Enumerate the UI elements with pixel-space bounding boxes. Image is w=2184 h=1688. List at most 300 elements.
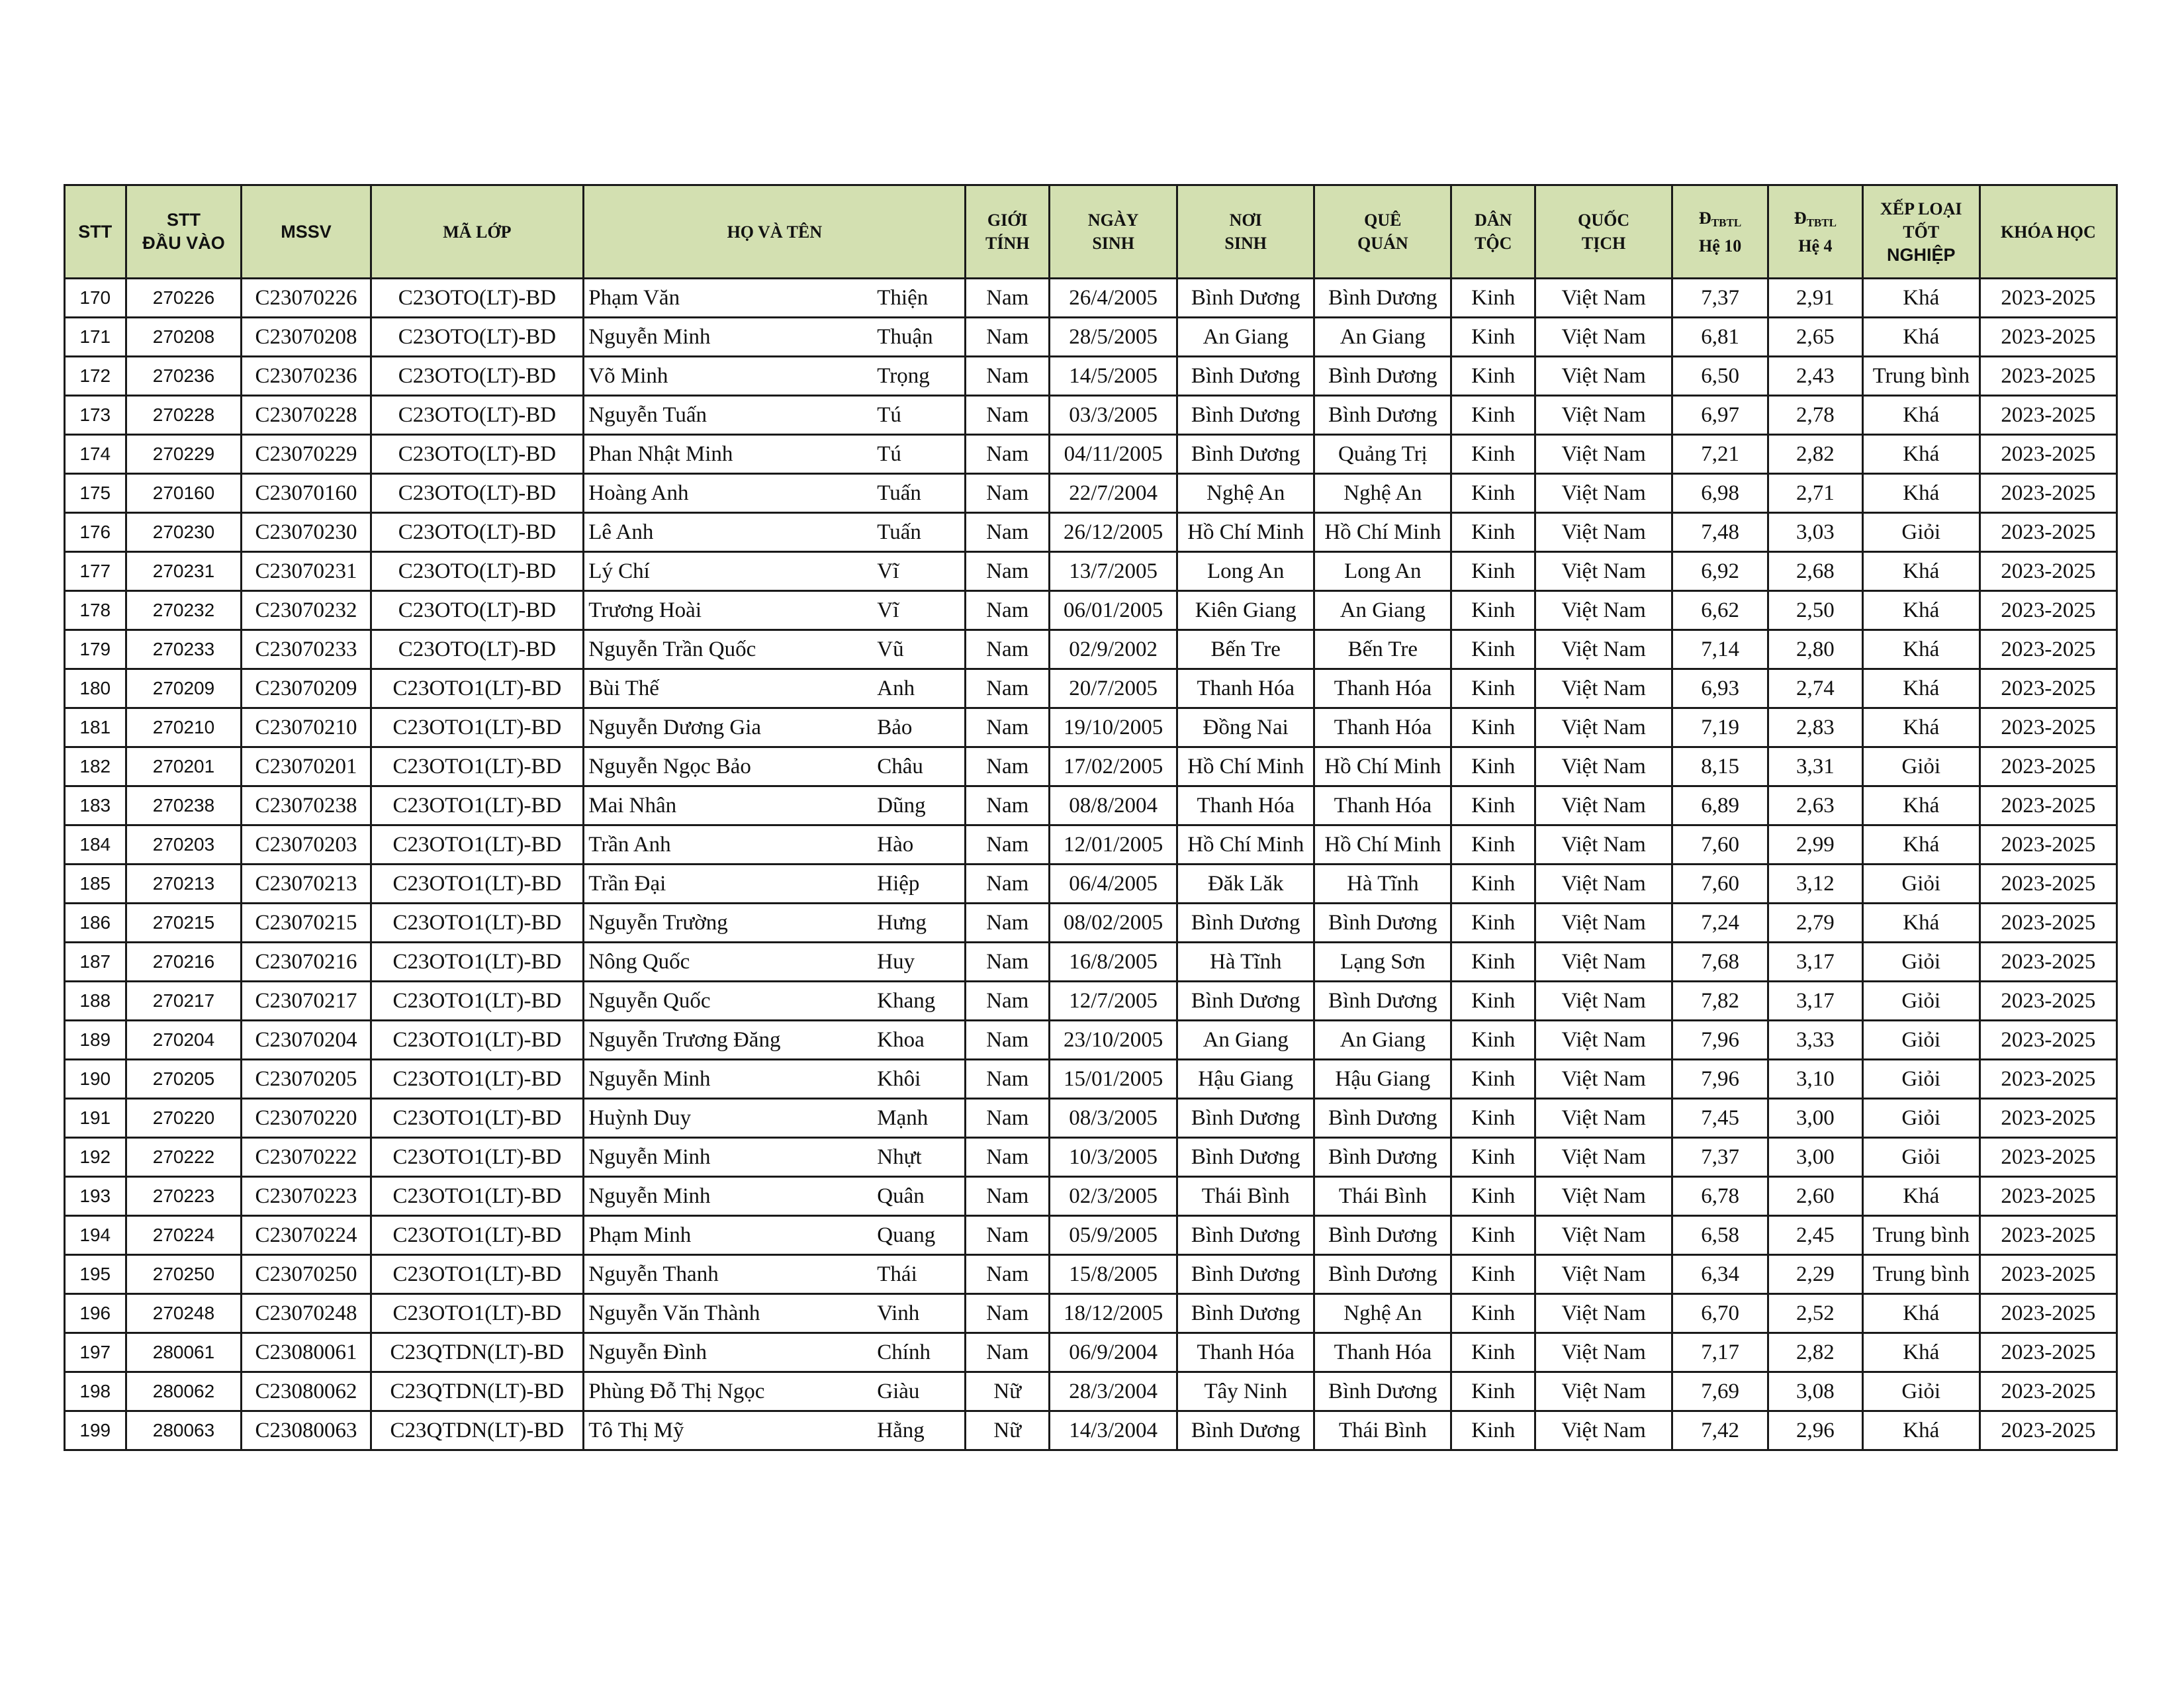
cell-stt: 182 bbox=[65, 747, 126, 786]
cell-que-quan: Nghệ An bbox=[1314, 1294, 1451, 1333]
cell-noi-sinh: Bình Dương bbox=[1177, 1138, 1314, 1177]
cell-stt-dau-vao: 270216 bbox=[126, 943, 242, 982]
cell-dtbtl-he4: 3,17 bbox=[1768, 943, 1863, 982]
cell-stt: 176 bbox=[65, 513, 126, 552]
cell-ngay-sinh: 18/12/2005 bbox=[1050, 1294, 1177, 1333]
header-khoa-hoc: KHÓA HỌC bbox=[1979, 185, 2116, 279]
cell-ho-va-ten bbox=[584, 747, 966, 786]
ten: Bảo bbox=[877, 715, 913, 739]
cell-ngay-sinh: 08/8/2004 bbox=[1050, 786, 1177, 825]
cell-ho-va-ten bbox=[584, 396, 966, 435]
table-row bbox=[65, 1099, 2117, 1138]
cell-ho-va-ten bbox=[584, 1255, 966, 1294]
cell-stt-dau-vao: 270217 bbox=[126, 982, 242, 1021]
cell-stt-dau-vao: 270220 bbox=[126, 1099, 242, 1138]
cell-dtbtl-he4: 2,80 bbox=[1768, 630, 1863, 669]
ten: Tuấn bbox=[877, 481, 921, 505]
cell-stt: 196 bbox=[65, 1294, 126, 1333]
cell-xep-loai: Khá bbox=[1862, 1177, 1979, 1216]
cell-quoc-tich: Việt Nam bbox=[1535, 435, 1672, 474]
ho-dem: Nông Quốc bbox=[588, 949, 690, 974]
ten: Dũng bbox=[877, 793, 926, 818]
cell-noi-sinh: Bình Dương bbox=[1177, 435, 1314, 474]
cell-ho-va-ten bbox=[584, 943, 966, 982]
table-row bbox=[65, 591, 2117, 630]
cell-ma-lop: C23OTO1(LT)-BD bbox=[371, 747, 584, 786]
cell-khoa-hoc: 2023-2025 bbox=[1979, 786, 2116, 825]
cell-ho-va-ten bbox=[584, 630, 966, 669]
cell-xep-loai: Trung bình bbox=[1862, 1216, 1979, 1255]
header-mssv: MSSV bbox=[242, 185, 371, 279]
cell-dtbtl-he10: 8,15 bbox=[1672, 747, 1768, 786]
ten: Tuấn bbox=[877, 520, 921, 544]
cell-ngay-sinh: 12/7/2005 bbox=[1050, 982, 1177, 1021]
cell-ho-va-ten bbox=[584, 279, 966, 318]
cell-quoc-tich: Việt Nam bbox=[1535, 1021, 1672, 1060]
cell-dan-toc: Kinh bbox=[1451, 279, 1535, 318]
cell-que-quan: Bến Tre bbox=[1314, 630, 1451, 669]
cell-ho-va-ten bbox=[584, 1099, 966, 1138]
cell-dtbtl-he10: 7,42 bbox=[1672, 1411, 1768, 1450]
cell-ngay-sinh: 14/3/2004 bbox=[1050, 1411, 1177, 1450]
cell-khoa-hoc: 2023-2025 bbox=[1979, 1411, 2116, 1450]
cell-que-quan: Long An bbox=[1314, 552, 1451, 591]
cell-stt: 198 bbox=[65, 1372, 126, 1411]
cell-xep-loai: Khá bbox=[1862, 318, 1979, 357]
ho-dem: Nguyễn Văn Thành bbox=[588, 1301, 760, 1325]
ho-dem: Nguyễn Minh bbox=[588, 1184, 711, 1208]
cell-gioi-tinh: Nam bbox=[966, 513, 1050, 552]
ten: Vinh bbox=[877, 1301, 920, 1325]
cell-noi-sinh: Hồ Chí Minh bbox=[1177, 747, 1314, 786]
table-row bbox=[65, 552, 2117, 591]
table-row bbox=[65, 786, 2117, 825]
cell-gioi-tinh: Nam bbox=[966, 708, 1050, 747]
cell-stt: 172 bbox=[65, 357, 126, 396]
cell-noi-sinh: An Giang bbox=[1177, 318, 1314, 357]
cell-gioi-tinh: Nam bbox=[966, 630, 1050, 669]
cell-stt: 175 bbox=[65, 474, 126, 513]
cell-ngay-sinh: 02/3/2005 bbox=[1050, 1177, 1177, 1216]
header-stt-dau-vao: STT ĐẦU VÀO bbox=[126, 185, 242, 279]
cell-mssv: C23070224 bbox=[242, 1216, 371, 1255]
cell-ho-va-ten bbox=[584, 825, 966, 865]
cell-stt: 192 bbox=[65, 1138, 126, 1177]
cell-dtbtl-he4: 2,99 bbox=[1768, 825, 1863, 865]
ten: Hằng bbox=[877, 1418, 925, 1442]
cell-stt-dau-vao: 270223 bbox=[126, 1177, 242, 1216]
cell-stt: 186 bbox=[65, 904, 126, 943]
cell-quoc-tich: Việt Nam bbox=[1535, 1177, 1672, 1216]
ho-dem: Nguyễn Trường bbox=[588, 910, 728, 935]
table-row bbox=[65, 708, 2117, 747]
cell-stt: 195 bbox=[65, 1255, 126, 1294]
cell-noi-sinh: Thanh Hóa bbox=[1177, 786, 1314, 825]
cell-dtbtl-he4: 2,63 bbox=[1768, 786, 1863, 825]
cell-mssv: C23070215 bbox=[242, 904, 371, 943]
cell-stt: 187 bbox=[65, 943, 126, 982]
cell-quoc-tich: Việt Nam bbox=[1535, 1333, 1672, 1372]
cell-gioi-tinh: Nam bbox=[966, 279, 1050, 318]
cell-mssv: C23070222 bbox=[242, 1138, 371, 1177]
cell-ma-lop: C23OTO1(LT)-BD bbox=[371, 1216, 584, 1255]
cell-dan-toc: Kinh bbox=[1451, 513, 1535, 552]
cell-quoc-tich: Việt Nam bbox=[1535, 591, 1672, 630]
cell-stt: 171 bbox=[65, 318, 126, 357]
cell-xep-loai: Giỏi bbox=[1862, 513, 1979, 552]
cell-stt-dau-vao: 270160 bbox=[126, 474, 242, 513]
cell-khoa-hoc: 2023-2025 bbox=[1979, 396, 2116, 435]
cell-quoc-tich: Việt Nam bbox=[1535, 357, 1672, 396]
cell-noi-sinh: Hậu Giang bbox=[1177, 1060, 1314, 1099]
cell-xep-loai: Khá bbox=[1862, 591, 1979, 630]
cell-stt: 185 bbox=[65, 865, 126, 904]
cell-mssv: C23070208 bbox=[242, 318, 371, 357]
ten: Mạnh bbox=[877, 1105, 929, 1130]
cell-gioi-tinh: Nam bbox=[966, 747, 1050, 786]
cell-ho-va-ten bbox=[584, 435, 966, 474]
cell-khoa-hoc: 2023-2025 bbox=[1979, 825, 2116, 865]
cell-xep-loai: Giỏi bbox=[1862, 747, 1979, 786]
cell-quoc-tich: Việt Nam bbox=[1535, 669, 1672, 708]
cell-ma-lop: C23OTO1(LT)-BD bbox=[371, 1177, 584, 1216]
cell-ngay-sinh: 13/7/2005 bbox=[1050, 552, 1177, 591]
cell-ngay-sinh: 08/3/2005 bbox=[1050, 1099, 1177, 1138]
cell-dan-toc: Kinh bbox=[1451, 786, 1535, 825]
cell-gioi-tinh: Nam bbox=[966, 552, 1050, 591]
cell-khoa-hoc: 2023-2025 bbox=[1979, 591, 2116, 630]
cell-noi-sinh: Bến Tre bbox=[1177, 630, 1314, 669]
cell-xep-loai: Khá bbox=[1862, 669, 1979, 708]
cell-stt-dau-vao: 270233 bbox=[126, 630, 242, 669]
cell-mssv: C23070236 bbox=[242, 357, 371, 396]
cell-que-quan: Bình Dương bbox=[1314, 1099, 1451, 1138]
cell-stt: 174 bbox=[65, 435, 126, 474]
cell-stt-dau-vao: 270228 bbox=[126, 396, 242, 435]
table-row bbox=[65, 1372, 2117, 1411]
cell-quoc-tich: Việt Nam bbox=[1535, 630, 1672, 669]
cell-ho-va-ten bbox=[584, 865, 966, 904]
cell-xep-loai: Khá bbox=[1862, 552, 1979, 591]
cell-xep-loai: Giỏi bbox=[1862, 1021, 1979, 1060]
cell-mssv: C23070229 bbox=[242, 435, 371, 474]
cell-xep-loai: Khá bbox=[1862, 630, 1979, 669]
table-row bbox=[65, 396, 2117, 435]
cell-xep-loai: Giỏi bbox=[1862, 943, 1979, 982]
cell-khoa-hoc: 2023-2025 bbox=[1979, 435, 2116, 474]
cell-gioi-tinh: Nam bbox=[966, 1255, 1050, 1294]
ho-dem: Tô Thị Mỹ bbox=[588, 1418, 684, 1442]
cell-noi-sinh: Bình Dương bbox=[1177, 1411, 1314, 1450]
cell-dtbtl-he4: 2,74 bbox=[1768, 669, 1863, 708]
cell-ho-va-ten bbox=[584, 904, 966, 943]
cell-stt-dau-vao: 280061 bbox=[126, 1333, 242, 1372]
cell-noi-sinh: Hồ Chí Minh bbox=[1177, 825, 1314, 865]
table-header bbox=[65, 185, 2117, 279]
cell-quoc-tich: Việt Nam bbox=[1535, 474, 1672, 513]
cell-dtbtl-he4: 2,52 bbox=[1768, 1294, 1863, 1333]
cell-khoa-hoc: 2023-2025 bbox=[1979, 1060, 2116, 1099]
table-row bbox=[65, 1411, 2117, 1450]
cell-ma-lop: C23QTDN(LT)-BD bbox=[371, 1411, 584, 1450]
cell-dtbtl-he10: 7,37 bbox=[1672, 1138, 1768, 1177]
cell-ngay-sinh: 03/3/2005 bbox=[1050, 396, 1177, 435]
cell-ho-va-ten bbox=[584, 786, 966, 825]
cell-dtbtl-he10: 7,60 bbox=[1672, 825, 1768, 865]
cell-dtbtl-he4: 2,45 bbox=[1768, 1216, 1863, 1255]
ho-dem: Trần Đại bbox=[588, 871, 666, 896]
cell-khoa-hoc: 2023-2025 bbox=[1979, 357, 2116, 396]
cell-ngay-sinh: 04/11/2005 bbox=[1050, 435, 1177, 474]
cell-que-quan: Lạng Sơn bbox=[1314, 943, 1451, 982]
cell-dtbtl-he10: 6,92 bbox=[1672, 552, 1768, 591]
cell-dtbtl-he10: 6,62 bbox=[1672, 591, 1768, 630]
cell-stt: 193 bbox=[65, 1177, 126, 1216]
cell-dan-toc: Kinh bbox=[1451, 1177, 1535, 1216]
cell-ngay-sinh: 23/10/2005 bbox=[1050, 1021, 1177, 1060]
cell-mssv: C23070201 bbox=[242, 747, 371, 786]
ten: Anh bbox=[877, 676, 915, 700]
cell-ho-va-ten bbox=[584, 982, 966, 1021]
cell-stt-dau-vao: 280063 bbox=[126, 1411, 242, 1450]
cell-ho-va-ten bbox=[584, 1333, 966, 1372]
cell-noi-sinh: Bình Dương bbox=[1177, 279, 1314, 318]
cell-noi-sinh: Long An bbox=[1177, 552, 1314, 591]
cell-noi-sinh: Đồng Nai bbox=[1177, 708, 1314, 747]
cell-ho-va-ten bbox=[584, 318, 966, 357]
cell-dan-toc: Kinh bbox=[1451, 708, 1535, 747]
cell-que-quan: Hồ Chí Minh bbox=[1314, 825, 1451, 865]
cell-mssv: C23080061 bbox=[242, 1333, 371, 1372]
cell-gioi-tinh: Nam bbox=[966, 318, 1050, 357]
table-row bbox=[65, 982, 2117, 1021]
header-ngay-sinh: NGÀY SINH bbox=[1050, 185, 1177, 279]
cell-ma-lop: C23OTO(LT)-BD bbox=[371, 630, 584, 669]
ho-dem: Hoàng Anh bbox=[588, 481, 689, 505]
ten: Hưng bbox=[877, 910, 927, 935]
cell-quoc-tich: Việt Nam bbox=[1535, 786, 1672, 825]
cell-dtbtl-he4: 3,03 bbox=[1768, 513, 1863, 552]
cell-ho-va-ten bbox=[584, 1294, 966, 1333]
cell-xep-loai: Khá bbox=[1862, 1294, 1979, 1333]
cell-dtbtl-he10: 7,37 bbox=[1672, 279, 1768, 318]
cell-khoa-hoc: 2023-2025 bbox=[1979, 904, 2116, 943]
cell-ngay-sinh: 26/12/2005 bbox=[1050, 513, 1177, 552]
cell-noi-sinh: Bình Dương bbox=[1177, 1294, 1314, 1333]
cell-ngay-sinh: 06/9/2004 bbox=[1050, 1333, 1177, 1372]
cell-khoa-hoc: 2023-2025 bbox=[1979, 943, 2116, 982]
cell-ma-lop: C23OTO1(LT)-BD bbox=[371, 669, 584, 708]
cell-dan-toc: Kinh bbox=[1451, 1372, 1535, 1411]
ho-dem: Huỳnh Duy bbox=[588, 1105, 692, 1130]
cell-xep-loai: Giỏi bbox=[1862, 1372, 1979, 1411]
ho-dem: Võ Minh bbox=[588, 363, 668, 388]
table-row bbox=[65, 1021, 2117, 1060]
cell-ngay-sinh: 15/01/2005 bbox=[1050, 1060, 1177, 1099]
cell-dtbtl-he4: 3,17 bbox=[1768, 982, 1863, 1021]
cell-stt: 188 bbox=[65, 982, 126, 1021]
ho-dem: Trương Hoài bbox=[588, 598, 702, 622]
cell-ho-va-ten bbox=[584, 708, 966, 747]
ten: Tú bbox=[877, 442, 901, 466]
cell-xep-loai: Trung bình bbox=[1862, 357, 1979, 396]
cell-dtbtl-he4: 2,91 bbox=[1768, 279, 1863, 318]
cell-mssv: C23070220 bbox=[242, 1099, 371, 1138]
cell-xep-loai: Trung bình bbox=[1862, 1255, 1979, 1294]
cell-dtbtl-he10: 7,45 bbox=[1672, 1099, 1768, 1138]
header-dtbtl-he4: $Đ_{TBTL}$ Hệ 4 bbox=[1768, 185, 1863, 279]
ten: Vũ bbox=[877, 637, 904, 661]
cell-gioi-tinh: Nam bbox=[966, 786, 1050, 825]
cell-quoc-tich: Việt Nam bbox=[1535, 943, 1672, 982]
cell-stt-dau-vao: 270238 bbox=[126, 786, 242, 825]
cell-dtbtl-he10: 7,96 bbox=[1672, 1060, 1768, 1099]
cell-mssv: C23070233 bbox=[242, 630, 371, 669]
cell-noi-sinh: Thái Bình bbox=[1177, 1177, 1314, 1216]
cell-que-quan: Bình Dương bbox=[1314, 1255, 1451, 1294]
ho-dem: Nguyễn Đình bbox=[588, 1340, 707, 1364]
cell-ma-lop: C23OTO1(LT)-BD bbox=[371, 982, 584, 1021]
table-row bbox=[65, 630, 2117, 669]
cell-khoa-hoc: 2023-2025 bbox=[1979, 318, 2116, 357]
cell-ho-va-ten bbox=[584, 513, 966, 552]
cell-ma-lop: C23OTO1(LT)-BD bbox=[371, 865, 584, 904]
cell-khoa-hoc: 2023-2025 bbox=[1979, 279, 2116, 318]
cell-xep-loai: Khá bbox=[1862, 1411, 1979, 1450]
cell-ho-va-ten bbox=[584, 591, 966, 630]
cell-dan-toc: Kinh bbox=[1451, 982, 1535, 1021]
cell-noi-sinh: Bình Dương bbox=[1177, 1255, 1314, 1294]
cell-noi-sinh: Bình Dương bbox=[1177, 904, 1314, 943]
header-row bbox=[65, 185, 2117, 279]
cell-gioi-tinh: Nam bbox=[966, 669, 1050, 708]
ten: Hiệp bbox=[877, 871, 920, 896]
cell-dan-toc: Kinh bbox=[1451, 865, 1535, 904]
table-row bbox=[65, 669, 2117, 708]
cell-ngay-sinh: 05/9/2005 bbox=[1050, 1216, 1177, 1255]
ten: Thiện bbox=[877, 285, 929, 310]
dtbtl-label: Đ bbox=[1699, 208, 1711, 228]
cell-dan-toc: Kinh bbox=[1451, 1333, 1535, 1372]
ten: Chính bbox=[877, 1340, 931, 1364]
cell-dtbtl-he10: 6,78 bbox=[1672, 1177, 1768, 1216]
cell-dan-toc: Kinh bbox=[1451, 825, 1535, 865]
cell-ngay-sinh: 20/7/2005 bbox=[1050, 669, 1177, 708]
cell-dtbtl-he10: 6,89 bbox=[1672, 786, 1768, 825]
ten: Thuận bbox=[877, 324, 933, 349]
cell-dtbtl-he10: 7,69 bbox=[1672, 1372, 1768, 1411]
cell-que-quan: Bình Dương bbox=[1314, 357, 1451, 396]
table-row bbox=[65, 1333, 2117, 1372]
cell-ma-lop: C23OTO(LT)-BD bbox=[371, 435, 584, 474]
cell-dtbtl-he4: 2,60 bbox=[1768, 1177, 1863, 1216]
cell-dan-toc: Kinh bbox=[1451, 396, 1535, 435]
cell-stt-dau-vao: 270210 bbox=[126, 708, 242, 747]
ho-dem: Nguyễn Minh bbox=[588, 1066, 711, 1091]
cell-dtbtl-he10: 7,48 bbox=[1672, 513, 1768, 552]
cell-stt-dau-vao: 270215 bbox=[126, 904, 242, 943]
table-row bbox=[65, 1255, 2117, 1294]
cell-noi-sinh: Hà Tĩnh bbox=[1177, 943, 1314, 982]
cell-dtbtl-he10: 7,96 bbox=[1672, 1021, 1768, 1060]
header-xep-loai: XẾP LOẠI TỐT NGHIỆP bbox=[1862, 185, 1979, 279]
table-row bbox=[65, 904, 2117, 943]
cell-stt: 191 bbox=[65, 1099, 126, 1138]
cell-ma-lop: C23OTO1(LT)-BD bbox=[371, 1255, 584, 1294]
cell-que-quan: Nghệ An bbox=[1314, 474, 1451, 513]
cell-ma-lop: C23OTO1(LT)-BD bbox=[371, 1099, 584, 1138]
table-row bbox=[65, 865, 2117, 904]
cell-dan-toc: Kinh bbox=[1451, 669, 1535, 708]
cell-stt-dau-vao: 270226 bbox=[126, 279, 242, 318]
cell-gioi-tinh: Nam bbox=[966, 904, 1050, 943]
ho-dem: Phùng Đỗ Thị Ngọc bbox=[588, 1379, 765, 1403]
ten: Nhựt bbox=[877, 1145, 922, 1169]
cell-quoc-tich: Việt Nam bbox=[1535, 708, 1672, 747]
ho-dem: Nguyễn Ngọc Bảo bbox=[588, 754, 751, 778]
ten: Thái bbox=[877, 1262, 917, 1286]
cell-dtbtl-he4: 2,78 bbox=[1768, 396, 1863, 435]
cell-quoc-tich: Việt Nam bbox=[1535, 1255, 1672, 1294]
cell-ma-lop: C23OTO(LT)-BD bbox=[371, 396, 584, 435]
cell-gioi-tinh: Nam bbox=[966, 357, 1050, 396]
cell-gioi-tinh: Nam bbox=[966, 396, 1050, 435]
cell-gioi-tinh: Nam bbox=[966, 1099, 1050, 1138]
ho-dem: Lê Anh bbox=[588, 520, 654, 544]
cell-gioi-tinh: Nam bbox=[966, 825, 1050, 865]
cell-xep-loai: Khá bbox=[1862, 1333, 1979, 1372]
table-row bbox=[65, 513, 2117, 552]
cell-dtbtl-he4: 3,08 bbox=[1768, 1372, 1863, 1411]
cell-que-quan: Hồ Chí Minh bbox=[1314, 747, 1451, 786]
cell-dtbtl-he4: 2,68 bbox=[1768, 552, 1863, 591]
table-row bbox=[65, 357, 2117, 396]
cell-xep-loai: Khá bbox=[1862, 474, 1979, 513]
cell-dtbtl-he4: 3,10 bbox=[1768, 1060, 1863, 1099]
cell-khoa-hoc: 2023-2025 bbox=[1979, 865, 2116, 904]
cell-quoc-tich: Việt Nam bbox=[1535, 904, 1672, 943]
table-row bbox=[65, 747, 2117, 786]
cell-ma-lop: C23OTO(LT)-BD bbox=[371, 552, 584, 591]
ho-dem: Mai Nhân bbox=[588, 793, 677, 818]
cell-gioi-tinh: Nam bbox=[966, 943, 1050, 982]
cell-dtbtl-he4: 2,50 bbox=[1768, 591, 1863, 630]
cell-noi-sinh: Nghệ An bbox=[1177, 474, 1314, 513]
cell-dtbtl-he4: 2,96 bbox=[1768, 1411, 1863, 1450]
cell-stt-dau-vao: 270230 bbox=[126, 513, 242, 552]
cell-mssv: C23070230 bbox=[242, 513, 371, 552]
cell-khoa-hoc: 2023-2025 bbox=[1979, 513, 2116, 552]
cell-quoc-tich: Việt Nam bbox=[1535, 825, 1672, 865]
cell-dan-toc: Kinh bbox=[1451, 1138, 1535, 1177]
table-row bbox=[65, 1138, 2117, 1177]
cell-quoc-tich: Việt Nam bbox=[1535, 865, 1672, 904]
cell-stt: 194 bbox=[65, 1216, 126, 1255]
cell-khoa-hoc: 2023-2025 bbox=[1979, 1255, 2116, 1294]
cell-quoc-tich: Việt Nam bbox=[1535, 747, 1672, 786]
cell-dtbtl-he10: 6,50 bbox=[1672, 357, 1768, 396]
cell-ma-lop: C23OTO(LT)-BD bbox=[371, 591, 584, 630]
cell-stt: 184 bbox=[65, 825, 126, 865]
header-quoc-tich: QUỐC TỊCH bbox=[1535, 185, 1672, 279]
cell-dan-toc: Kinh bbox=[1451, 552, 1535, 591]
cell-dtbtl-he4: 3,33 bbox=[1768, 1021, 1863, 1060]
cell-khoa-hoc: 2023-2025 bbox=[1979, 1216, 2116, 1255]
cell-quoc-tich: Việt Nam bbox=[1535, 279, 1672, 318]
ten: Quân bbox=[877, 1184, 925, 1208]
cell-khoa-hoc: 2023-2025 bbox=[1979, 1333, 2116, 1372]
dtbtl-subscript: TBTL bbox=[1711, 216, 1742, 229]
